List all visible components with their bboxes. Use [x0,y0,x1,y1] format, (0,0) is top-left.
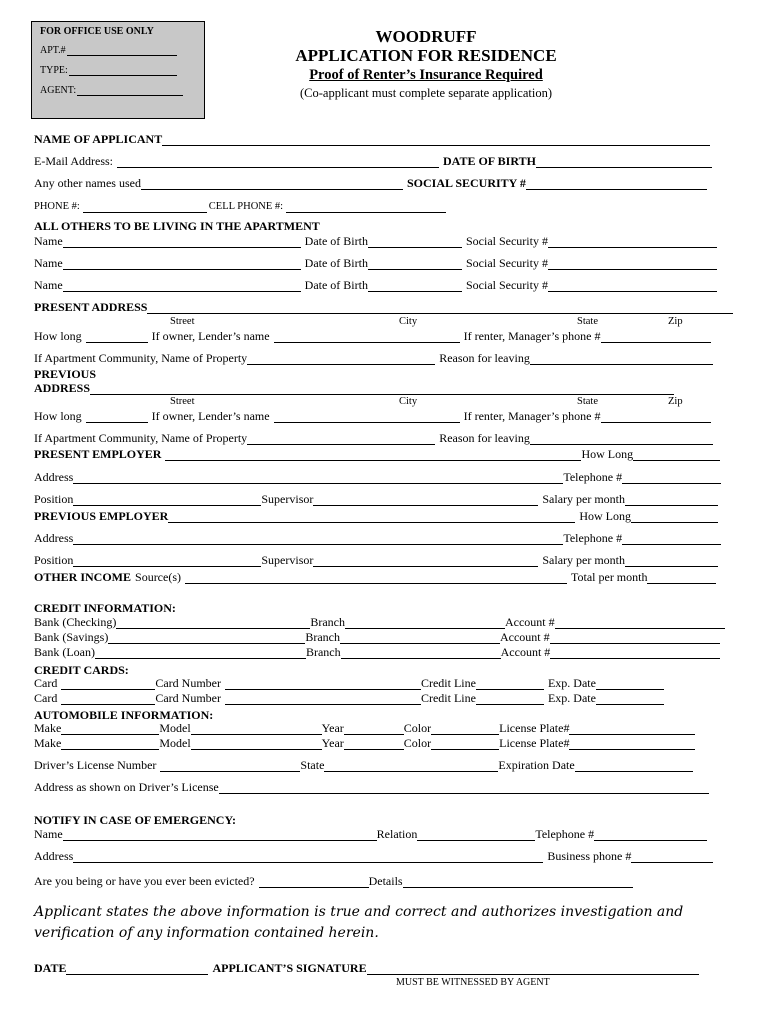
credit-heading: CREDIT INFORMATION: [34,601,176,615]
present-address-label: PRESENT ADDRESS [34,300,148,314]
lender-label: If owner, Lender’s name [151,409,270,423]
signature-row [34,962,699,975]
present-employer-row [34,448,720,461]
supervisor-label: Supervisor [261,553,314,567]
license-state-field[interactable] [324,759,498,772]
witness-note: MUST BE WITNESSED BY AGENT [396,977,550,988]
license-state-label: State [300,758,325,772]
applicant-name-field[interactable] [162,133,710,146]
branch-field[interactable] [340,631,500,644]
card-label: Card [34,676,58,690]
others-dob-label: Date of Birth [304,256,368,270]
previous-address-row [34,382,674,395]
supervisor-field[interactable] [313,493,538,506]
model-field[interactable] [191,722,322,735]
checking-field[interactable] [116,616,310,629]
card-field[interactable] [61,692,155,705]
employer-telephone-field[interactable] [622,532,721,545]
other-names-label: Any other names used [34,176,141,190]
previous-address-label: PREVIOUS [34,367,97,381]
office-use-title: FOR OFFICE USE ONLY [40,26,154,37]
employer-telephone-label: Telephone # [563,470,623,484]
others-name-field[interactable] [63,279,301,292]
card-number-label: Card Number [155,676,221,690]
card-number-field[interactable] [225,692,421,705]
details-label: Details [368,874,403,888]
others-dob-field[interactable] [368,257,462,270]
year-label: Year [321,721,344,735]
howlong-label: How long [34,409,82,423]
apt-label: APT.# [40,45,66,56]
previous-employer-field[interactable] [168,510,575,523]
others-ssn-label: Social Security # [465,278,548,292]
salary-label: Salary per month [542,553,626,567]
expiration-field[interactable] [575,759,693,772]
auto-row [34,737,695,750]
others-heading: ALL OTHERS TO BE LIVING IN THE APARTMENT [34,219,320,233]
lender-label: If owner, Lender’s name [151,329,270,343]
year-field[interactable] [344,722,404,735]
account-label: Account # [500,645,551,659]
card-number-field[interactable] [225,677,421,690]
year-label: Year [321,736,344,750]
other-income-label: OTHER INCOME [34,570,132,584]
previous-community-row [34,432,713,445]
ssn-label: SOCIAL SECURITY # [406,176,526,190]
credit-line-field[interactable] [476,677,544,690]
community-label: If Apartment Community, Name of Property [34,351,248,365]
employer-howlong-field[interactable] [633,448,720,461]
previous-employer-row [34,510,718,523]
others-row [34,257,717,270]
dob-field[interactable] [536,155,712,168]
coapplicant-notice: (Co-applicant must complete separate application) [300,86,552,100]
credit-line-field[interactable] [476,692,544,705]
present-address-row [34,301,733,314]
signature-field[interactable] [367,962,699,975]
plate-field[interactable] [569,737,695,750]
agent-label: AGENT: [40,85,77,96]
employer-position-row [34,554,718,567]
credit-card-row [34,677,664,690]
credit-cards-heading: CREDIT CARDS: [34,663,129,677]
employer-address-field[interactable] [73,471,563,484]
phone-field[interactable] [83,200,207,213]
make-label: Make [34,721,62,735]
emergency-address-row [34,850,713,863]
others-dob-label: Date of Birth [304,234,368,248]
previous-address-label-2: ADDRESS [34,381,91,395]
license-label: Driver’s License Number [34,758,157,772]
employer-howlong-label: How Long [579,509,632,523]
branch-label: Branch [305,645,341,659]
supervisor-label: Supervisor [261,492,314,506]
relation-label: Relation [376,827,418,841]
employer-address-row [34,471,721,484]
state-caption: State [577,316,598,327]
manager-phone-label: If renter, Manager’s phone # [463,329,601,343]
model-label: Model [159,721,191,735]
city-caption: City [399,316,418,327]
evicted-label: Are you being or have you ever been evicted? [34,874,255,888]
employer-howlong-label: How Long [581,447,634,461]
make-label: Make [34,736,62,750]
previous-address-field[interactable] [90,382,674,395]
employer-howlong-field[interactable] [631,510,718,523]
insurance-notice: Proof of Renter’s Insurance Required [309,67,543,83]
credit-line-label: Credit Line [420,676,476,690]
other-names-field[interactable] [141,177,403,190]
others-name-label: Name [34,234,63,248]
others-ssn-field[interactable] [548,279,717,292]
savings-field[interactable] [108,631,305,644]
form-title: APPLICATION FOR RESIDENCE [295,46,557,65]
employer-telephone-label: Telephone # [563,531,623,545]
color-label: Color [403,736,432,750]
other-income-row [34,571,716,584]
email-label: E-Mail Address: [34,154,113,168]
year-field[interactable] [344,737,404,750]
emergency-heading: NOTIFY IN CASE OF EMERGENCY: [34,813,237,827]
position-label: Position [34,553,74,567]
license-address-label: Address as shown on Driver’s License [34,780,219,794]
expiration-label: Expiration Date [498,758,575,772]
branch-field[interactable] [341,646,501,659]
color-field[interactable] [431,737,499,750]
others-dob-field[interactable] [368,235,462,248]
total-label: Total per month [571,570,648,584]
account-field[interactable] [550,646,720,659]
savings-label: Bank (Savings) [34,630,109,644]
plate-label: License Plate# [499,721,570,735]
emergency-name-row [34,828,707,841]
employer-address-field[interactable] [73,532,563,545]
signature-label: APPLICANT’S SIGNATURE [212,961,367,975]
others-name-field[interactable] [63,235,301,248]
manager-phone-field[interactable] [601,330,711,343]
manager-phone-field[interactable] [601,410,711,423]
reason-label: Reason for leaving [439,351,530,365]
reason-field[interactable] [530,432,713,445]
emergency-name-label: Name [34,827,63,841]
card-field[interactable] [61,677,155,690]
account-field[interactable] [555,616,725,629]
community-field[interactable] [247,432,435,445]
previous-howlong-row [34,410,711,423]
emergency-address-label: Address [34,849,74,863]
exp-label: Exp. Date [547,691,596,705]
supervisor-field[interactable] [313,554,538,567]
cell-field[interactable] [286,200,446,213]
make-field[interactable] [61,722,159,735]
present-community-row [34,352,713,365]
state-caption: State [577,396,598,407]
account-label: Account # [504,615,555,629]
howlong-field[interactable] [86,410,148,423]
others-ssn-field[interactable] [548,257,717,270]
position-label: Position [34,492,74,506]
checking-label: Bank (Checking) [34,615,117,629]
branch-label: Branch [310,615,345,629]
others-dob-field[interactable] [368,279,462,292]
drivers-license-row [34,759,693,772]
present-employer-field[interactable] [165,448,581,461]
phone-row [34,200,446,213]
relation-field[interactable] [417,828,535,841]
exp-field[interactable] [596,692,664,705]
date-label: DATE [34,961,67,975]
plate-field[interactable] [569,722,695,735]
email-row [34,155,712,168]
agent-field[interactable] [77,85,183,96]
street-caption: Street [170,396,195,407]
community-field[interactable] [247,352,435,365]
model-label: Model [159,736,191,750]
license-address-field[interactable] [219,781,709,794]
emergency-telephone-field[interactable] [594,828,707,841]
branch-field[interactable] [345,616,505,629]
emergency-telephone-label: Telephone # [535,827,595,841]
lender-field[interactable] [274,330,460,343]
others-ssn-label: Social Security # [465,234,548,248]
others-name-field[interactable] [63,257,301,270]
present-employer-label: PRESENT EMPLOYER [34,447,162,461]
community-label: If Apartment Community, Name of Property [34,431,248,445]
others-ssn-label: Social Security # [465,256,548,270]
other-names-row [34,177,707,190]
bank-checking-row [34,616,725,629]
phone-label: PHONE #: [34,201,80,212]
applicant-name-label: NAME OF APPLICANT [34,132,163,146]
salary-label: Salary per month [542,492,626,506]
lender-field[interactable] [274,410,460,423]
reason-field[interactable] [530,352,713,365]
present-address-field[interactable] [147,301,733,314]
salary-field[interactable] [625,554,718,567]
certification-statement: Applicant states the above information is true and correct and authorizes investigation and verification of any information contained herein. [34,904,684,941]
evicted-row [34,875,633,888]
others-row [34,279,717,292]
howlong-label: How long [34,329,82,343]
business-phone-field[interactable] [631,850,713,863]
make-field[interactable] [61,737,159,750]
street-caption: Street [170,316,195,327]
email-field[interactable] [117,155,439,168]
emergency-name-field[interactable] [63,828,377,841]
reason-label: Reason for leaving [439,431,530,445]
salary-field[interactable] [625,493,718,506]
others-row [34,235,717,248]
loan-label: Bank (Loan) [34,645,95,659]
license-address-row [34,781,709,794]
auto-heading: AUTOMOBILE INFORMATION: [34,708,214,722]
others-dob-label: Date of Birth [304,278,368,292]
account-label: Account # [499,630,550,644]
exp-field[interactable] [596,677,664,690]
date-field[interactable] [66,962,208,975]
exp-label: Exp. Date [547,676,596,690]
total-field[interactable] [647,571,716,584]
others-name-label: Name [34,256,63,270]
sources-label: Source(s) [135,570,181,584]
type-label: TYPE: [40,65,68,76]
position-field[interactable] [73,554,261,567]
license-field[interactable] [160,759,300,772]
credit-card-row [34,692,664,705]
others-name-label: Name [34,278,63,292]
city-caption: City [399,396,418,407]
bank-loan-row [34,646,720,659]
employer-address-row [34,532,721,545]
zip-caption: Zip [668,396,683,407]
plate-label: License Plate# [499,736,570,750]
present-howlong-row [34,330,711,343]
previous-employer-label: PREVIOUS EMPLOYER [34,509,169,523]
model-field[interactable] [191,737,322,750]
business-phone-label: Business phone # [547,849,632,863]
employer-position-row [34,493,718,506]
details-field[interactable] [403,875,633,888]
employer-address-label: Address [34,470,74,484]
emergency-address-field[interactable] [73,850,543,863]
cell-label: CELL PHONE #: [208,201,284,212]
branch-label: Branch [305,630,340,644]
sources-field[interactable] [185,571,567,584]
loan-field[interactable] [95,646,306,659]
dob-label: DATE OF BIRTH [443,154,536,168]
color-label: Color [403,721,432,735]
manager-phone-label: If renter, Manager’s phone # [463,409,601,423]
color-field[interactable] [431,722,499,735]
evicted-field[interactable] [259,875,369,888]
auto-row [34,722,695,735]
employer-address-label: Address [34,531,74,545]
employer-telephone-field[interactable] [622,471,721,484]
card-label: Card [34,691,58,705]
credit-line-label: Credit Line [420,691,476,705]
others-ssn-field[interactable] [548,235,717,248]
card-number-label: Card Number [155,691,221,705]
bank-savings-row [34,631,720,644]
ssn-field[interactable] [526,177,707,190]
org-name: WOODRUFF [375,27,477,46]
position-field[interactable] [73,493,261,506]
type-field[interactable] [69,65,177,76]
apt-field[interactable] [67,45,177,56]
applicant-name-row [34,133,710,146]
office-use-box [31,21,205,119]
account-field[interactable] [550,631,720,644]
howlong-field[interactable] [86,330,148,343]
zip-caption: Zip [668,316,683,327]
